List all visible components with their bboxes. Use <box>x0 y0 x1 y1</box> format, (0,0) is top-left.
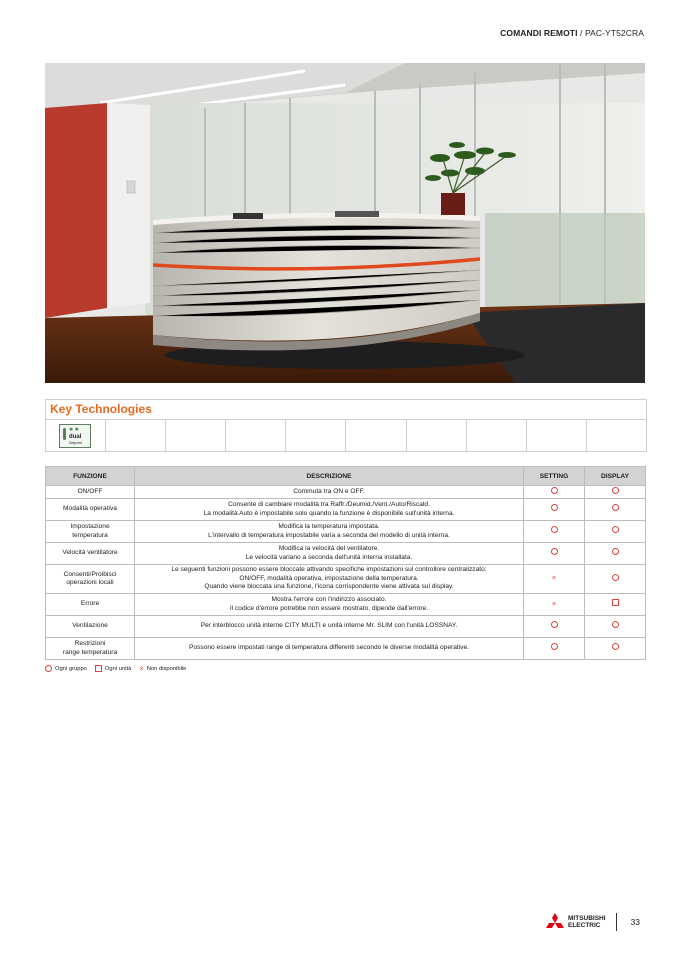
footer-divider <box>616 913 617 931</box>
table-row <box>46 521 646 543</box>
cell-display <box>585 565 646 594</box>
dual-setpoint-label: dual <box>69 434 82 440</box>
cell-descrizione-line: Consente di cambiare modalità tra Raffr./Deumid./Vent./Auto/Riscald. <box>228 501 430 508</box>
table-row <box>46 565 646 594</box>
cell-funzione-line: temperatura <box>72 531 108 539</box>
cell-display <box>585 594 646 616</box>
cell-funzione <box>46 594 135 616</box>
square-symbol-icon <box>612 599 619 606</box>
cell-descrizione-line: Modifica la temperatura impostata. <box>278 523 380 530</box>
cell-descrizione-line: Modifica la velocità del ventilatore. <box>278 545 380 552</box>
cell-funzione <box>46 638 135 660</box>
table-row <box>46 499 646 521</box>
square-symbol-icon <box>95 665 102 672</box>
circle-symbol-icon <box>612 548 619 555</box>
cell-funzione <box>46 565 135 594</box>
cell-descrizione-line: Le velocità variano a seconda dell'unità interna installata. <box>245 553 413 561</box>
key-technologies-box <box>45 399 647 452</box>
cell-funzione-line: Errore <box>80 600 100 608</box>
circle-symbol-icon <box>551 643 558 650</box>
cell-funzione-line: Ventilazione <box>72 622 108 630</box>
cell-setting <box>524 638 585 660</box>
header-funzione: FUNZIONE <box>46 467 135 486</box>
kt-cell <box>166 420 226 451</box>
footer <box>545 913 640 931</box>
cell-funzione-line: Consenti/Proibisci <box>63 570 117 578</box>
kt-cell <box>226 420 286 451</box>
cell-funzione-line: Modalità operativa <box>63 505 117 513</box>
cell-setting <box>524 565 585 594</box>
kt-cell <box>527 420 587 451</box>
cell-setting <box>524 543 585 565</box>
page-header <box>500 28 644 38</box>
cell-descrizione-line: Possono essere impostati range di temperatura differenti secondo le diverse modalità operative. <box>189 644 469 652</box>
cell-funzione <box>46 543 135 565</box>
table-row <box>46 638 646 660</box>
cell-funzione-line: Restrizioni <box>74 640 106 647</box>
cell-descrizione <box>135 616 524 638</box>
circle-symbol-icon <box>45 665 52 672</box>
x-symbol-icon: × <box>551 573 557 583</box>
cell-setting <box>524 521 585 543</box>
key-technologies-icons <box>46 420 646 451</box>
cell-descrizione <box>135 543 524 565</box>
circle-symbol-icon <box>551 504 558 511</box>
brand-line1: MITSUBISHI <box>568 915 606 922</box>
brand-name <box>568 915 606 929</box>
x-symbol-icon: × <box>139 664 144 673</box>
legend-label: Ogni unità <box>104 665 132 672</box>
cell-descrizione-line: ON/OFF, modalità operativa, impostazione della temperatura. <box>239 574 419 582</box>
cell-display <box>585 521 646 543</box>
circle-symbol-icon <box>551 526 558 533</box>
kt-cell <box>106 420 166 451</box>
brand-line2: ELECTRIC <box>568 922 601 929</box>
table-row <box>46 486 646 499</box>
kt-cell <box>286 420 346 451</box>
cell-descrizione <box>135 594 524 616</box>
cell-descrizione-line: La modalità Auto è impostabile solo quando la funzione è disponibile sull'unità interna. <box>203 509 455 517</box>
cell-setting <box>524 486 585 499</box>
header-model: PAC-YT52CRA <box>584 28 644 38</box>
page-number: 33 <box>630 917 641 927</box>
cell-display <box>585 499 646 521</box>
dual-setpoint-sublabel: Setpoint <box>69 441 82 445</box>
header-display: DISPLAY <box>585 467 646 486</box>
key-technologies-title: Key Technologies <box>46 400 646 420</box>
circle-symbol-icon <box>612 504 619 511</box>
header-separator: / <box>577 28 585 38</box>
cell-descrizione-line: Quando viene bloccata una funzione, l'icona corrispondente viene attivata sul display. <box>204 583 454 591</box>
cell-funzione-line: Velocità ventilatore <box>62 549 118 557</box>
legend-item <box>45 665 87 672</box>
legend <box>45 664 190 673</box>
table-row <box>46 616 646 638</box>
kt-cell <box>46 420 106 451</box>
cell-descrizione-line: Per interblocco unità interne CITY MULTI e unità interne Mr. SLIM con l'unità LOSSNAY. <box>200 622 458 630</box>
header-section: COMANDI REMOTI <box>500 28 578 38</box>
mitsubishi-logo-icon <box>545 913 565 931</box>
cell-descrizione <box>135 521 524 543</box>
header-descrizione: DESCRIZIONE <box>135 467 524 486</box>
circle-symbol-icon <box>612 526 619 533</box>
reception-photo <box>45 63 645 383</box>
cell-descrizione <box>135 486 524 499</box>
cell-setting <box>524 594 585 616</box>
kt-cell <box>407 420 467 451</box>
circle-symbol-icon <box>612 643 619 650</box>
cell-descrizione-line: Il codice d'errore potrebbe non essere mostrato, dipende dall'errore. <box>229 604 429 612</box>
cell-descrizione-line: L'intervallo di temperatura impostabile varia a seconda del modello di unità interna. <box>208 531 450 539</box>
circle-symbol-icon <box>612 574 619 581</box>
kt-cell <box>467 420 527 451</box>
cell-descrizione-line: Commuta tra ON e OFF. <box>293 487 365 495</box>
circle-symbol-icon <box>612 621 619 628</box>
cell-funzione-line: Impostazione <box>70 523 110 530</box>
functions-table <box>45 466 646 660</box>
x-symbol-icon: × <box>551 598 557 608</box>
circle-symbol-icon <box>551 487 558 494</box>
cell-setting <box>524 616 585 638</box>
cell-display <box>585 616 646 638</box>
table-row <box>46 543 646 565</box>
circle-symbol-icon <box>551 621 558 628</box>
cell-descrizione <box>135 565 524 594</box>
cell-descrizione <box>135 499 524 521</box>
cell-descrizione-line: Mostra l'errore con l'indirizzo associato. <box>271 596 387 603</box>
circle-symbol-icon <box>612 487 619 494</box>
cell-funzione <box>46 521 135 543</box>
reception-illustration <box>45 63 645 383</box>
cell-funzione-line: operazioni locali <box>66 579 114 586</box>
cell-funzione-line: ON/OFF <box>77 487 103 495</box>
cell-descrizione <box>135 638 524 660</box>
circle-symbol-icon <box>551 548 558 555</box>
cell-funzione <box>46 486 135 499</box>
header-setting: SETTING <box>524 467 585 486</box>
legend-label: Ogni gruppo <box>55 665 87 672</box>
cell-display <box>585 486 646 499</box>
dual-setpoint-icon: ✱ ✱ dual Setpoint <box>59 424 91 448</box>
kt-cell <box>346 420 406 451</box>
table-row <box>46 594 646 616</box>
legend-item <box>95 665 131 672</box>
table-header-row <box>46 467 646 486</box>
cell-descrizione-line: Le seguenti funzioni possono essere bloccate attivando specifiche impostazioni sul controllore centralizzato: <box>171 566 487 574</box>
cell-funzione-line: range temperatura <box>62 648 118 656</box>
cell-setting <box>524 499 585 521</box>
cell-funzione <box>46 499 135 521</box>
legend-label: Non disponibile <box>146 665 187 672</box>
cell-display <box>585 543 646 565</box>
cell-display <box>585 638 646 660</box>
cell-funzione <box>46 616 135 638</box>
legend-item <box>139 664 186 673</box>
kt-cell <box>587 420 646 451</box>
